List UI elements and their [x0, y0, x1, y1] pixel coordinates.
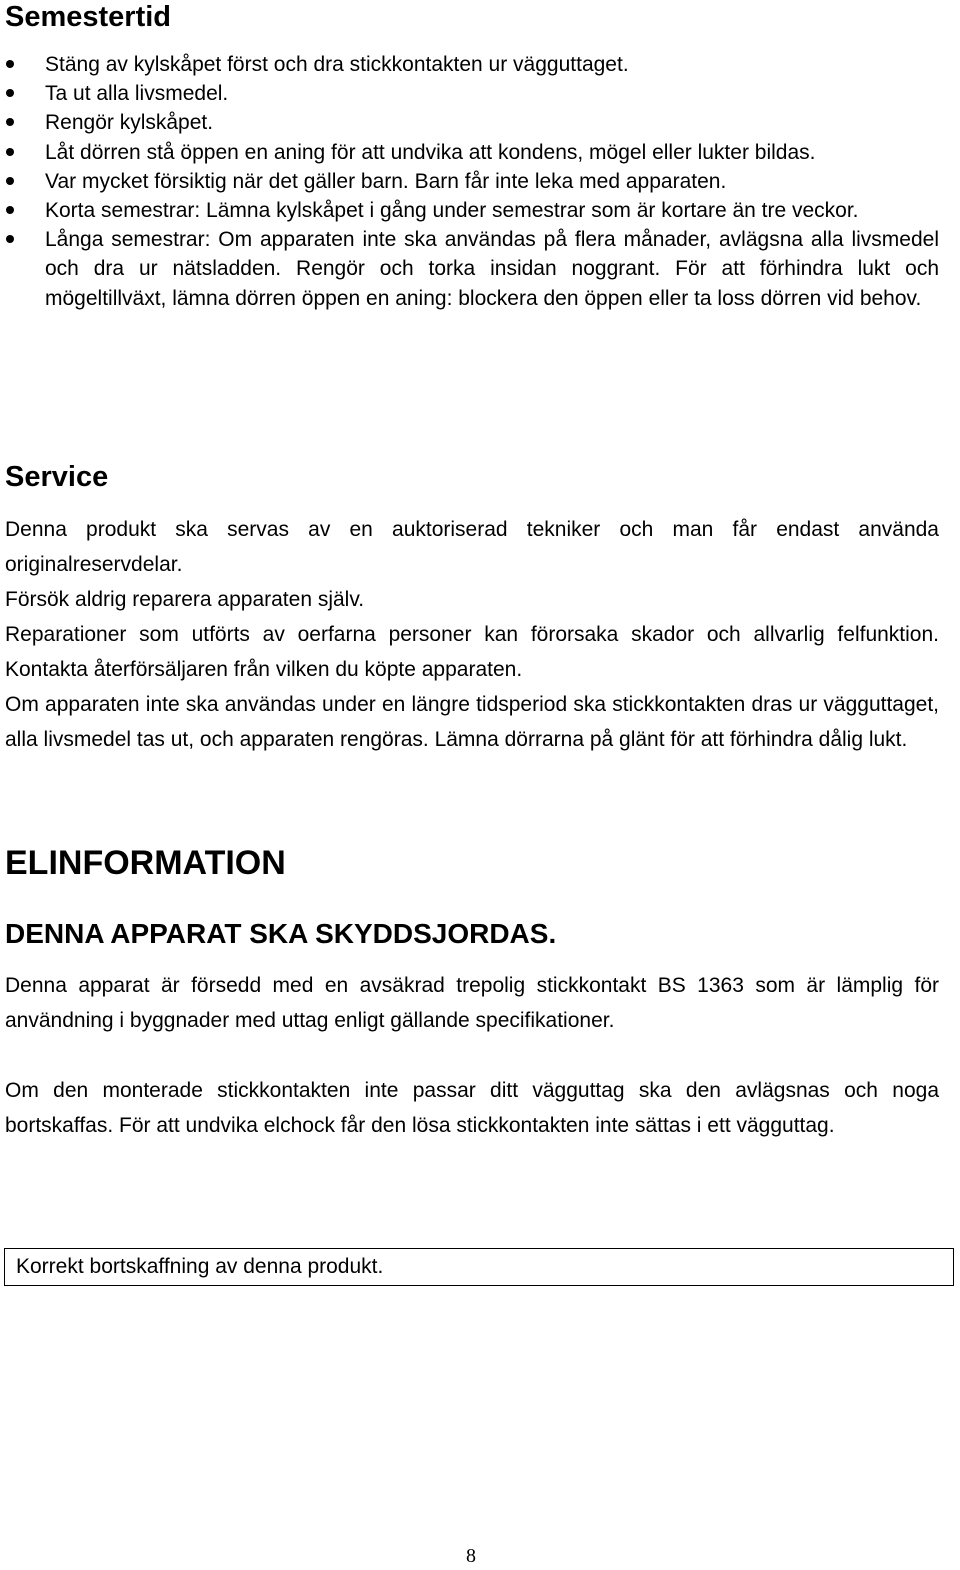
list-item: Låt dörren stå öppen en aning för att undvika att kondens, mögel eller lukter bildas. — [0, 138, 939, 167]
service-paragraph-storage: Om apparaten inte ska användas under en längre tidsperiod ska stickkontakten dras ur vägguttaget, alla livsmedel tas ut, och apparaten rengöras. Lämna dörrarna på glänt för att förhindra dålig lukt. — [5, 693, 939, 752]
bullet-icon — [6, 89, 14, 97]
bullet-icon — [6, 235, 14, 243]
disposal-label: Korrekt bortskaffning av denna produkt. — [16, 1255, 384, 1278]
page-number: 8 — [466, 1545, 476, 1567]
service-paragraph-no-diy: Försök aldrig reparera apparaten själv. — [5, 588, 365, 611]
service-paragraph-repairs: Reparationer som utförts av oerfarna personer kan förorsaka skador och allvarlig felfunktion. Kontakta återförsäljaren från vilken du köpte apparaten. — [5, 623, 939, 682]
electrical-heading: ELINFORMATION — [5, 844, 286, 882]
list-item: Långa semestrar: Om apparaten inte ska användas på flera månader, avlägsna alla livsmedel och dra ur nätsladden. Rengör och torka insidan noggrant. För att förhindra lukt och mögeltillväxt, lämna dörren öppen en aning: blockera den öppen eller ta loss dörren vid behov. — [0, 225, 939, 313]
disposal-box — [4, 1248, 954, 1286]
plug-paragraph: Denna apparat är försedd med en avsäkrad trepolig stickkontakt BS 1363 som är lämplig för användning i byggnader med uttag enligt gällande specifikationer. — [5, 974, 939, 1033]
vacation-heading: Semestertid — [5, 1, 172, 33]
earthing-warning: DENNA APPARAT SKA SKYDDSJORDAS. — [5, 918, 557, 949]
bullet-icon — [6, 60, 14, 68]
bullet-icon — [6, 118, 14, 126]
list-item: Stäng av kylskåpet först och dra stickkontakten ur vägguttaget. — [0, 50, 939, 79]
plug-replacement-paragraph: Om den monterade stickkontakten inte passar ditt vägguttag ska den avlägsnas och noga bortskaffas. För att undvika elchock får den lösa stickkontakten inte sättas i ett vägguttag. — [5, 1079, 939, 1138]
list-item: Rengör kylskåpet. — [0, 108, 939, 137]
vacation-list — [0, 50, 960, 313]
bullet-icon — [6, 148, 14, 156]
bullet-icon — [6, 177, 14, 185]
list-item: Ta ut alla livsmedel. — [0, 79, 939, 108]
list-item: Korta semestrar: Lämna kylskåpet i gång under semestrar som är kortare än tre veckor. — [0, 196, 939, 225]
service-heading: Service — [5, 461, 109, 493]
bullet-icon — [6, 206, 14, 214]
list-item: Var mycket försiktig när det gäller barn. Barn får inte leka med apparaten. — [0, 167, 939, 196]
service-paragraph-qualified: Denna produkt ska servas av en auktoriserad tekniker och man får endast använda originalreservdelar. — [5, 518, 939, 577]
